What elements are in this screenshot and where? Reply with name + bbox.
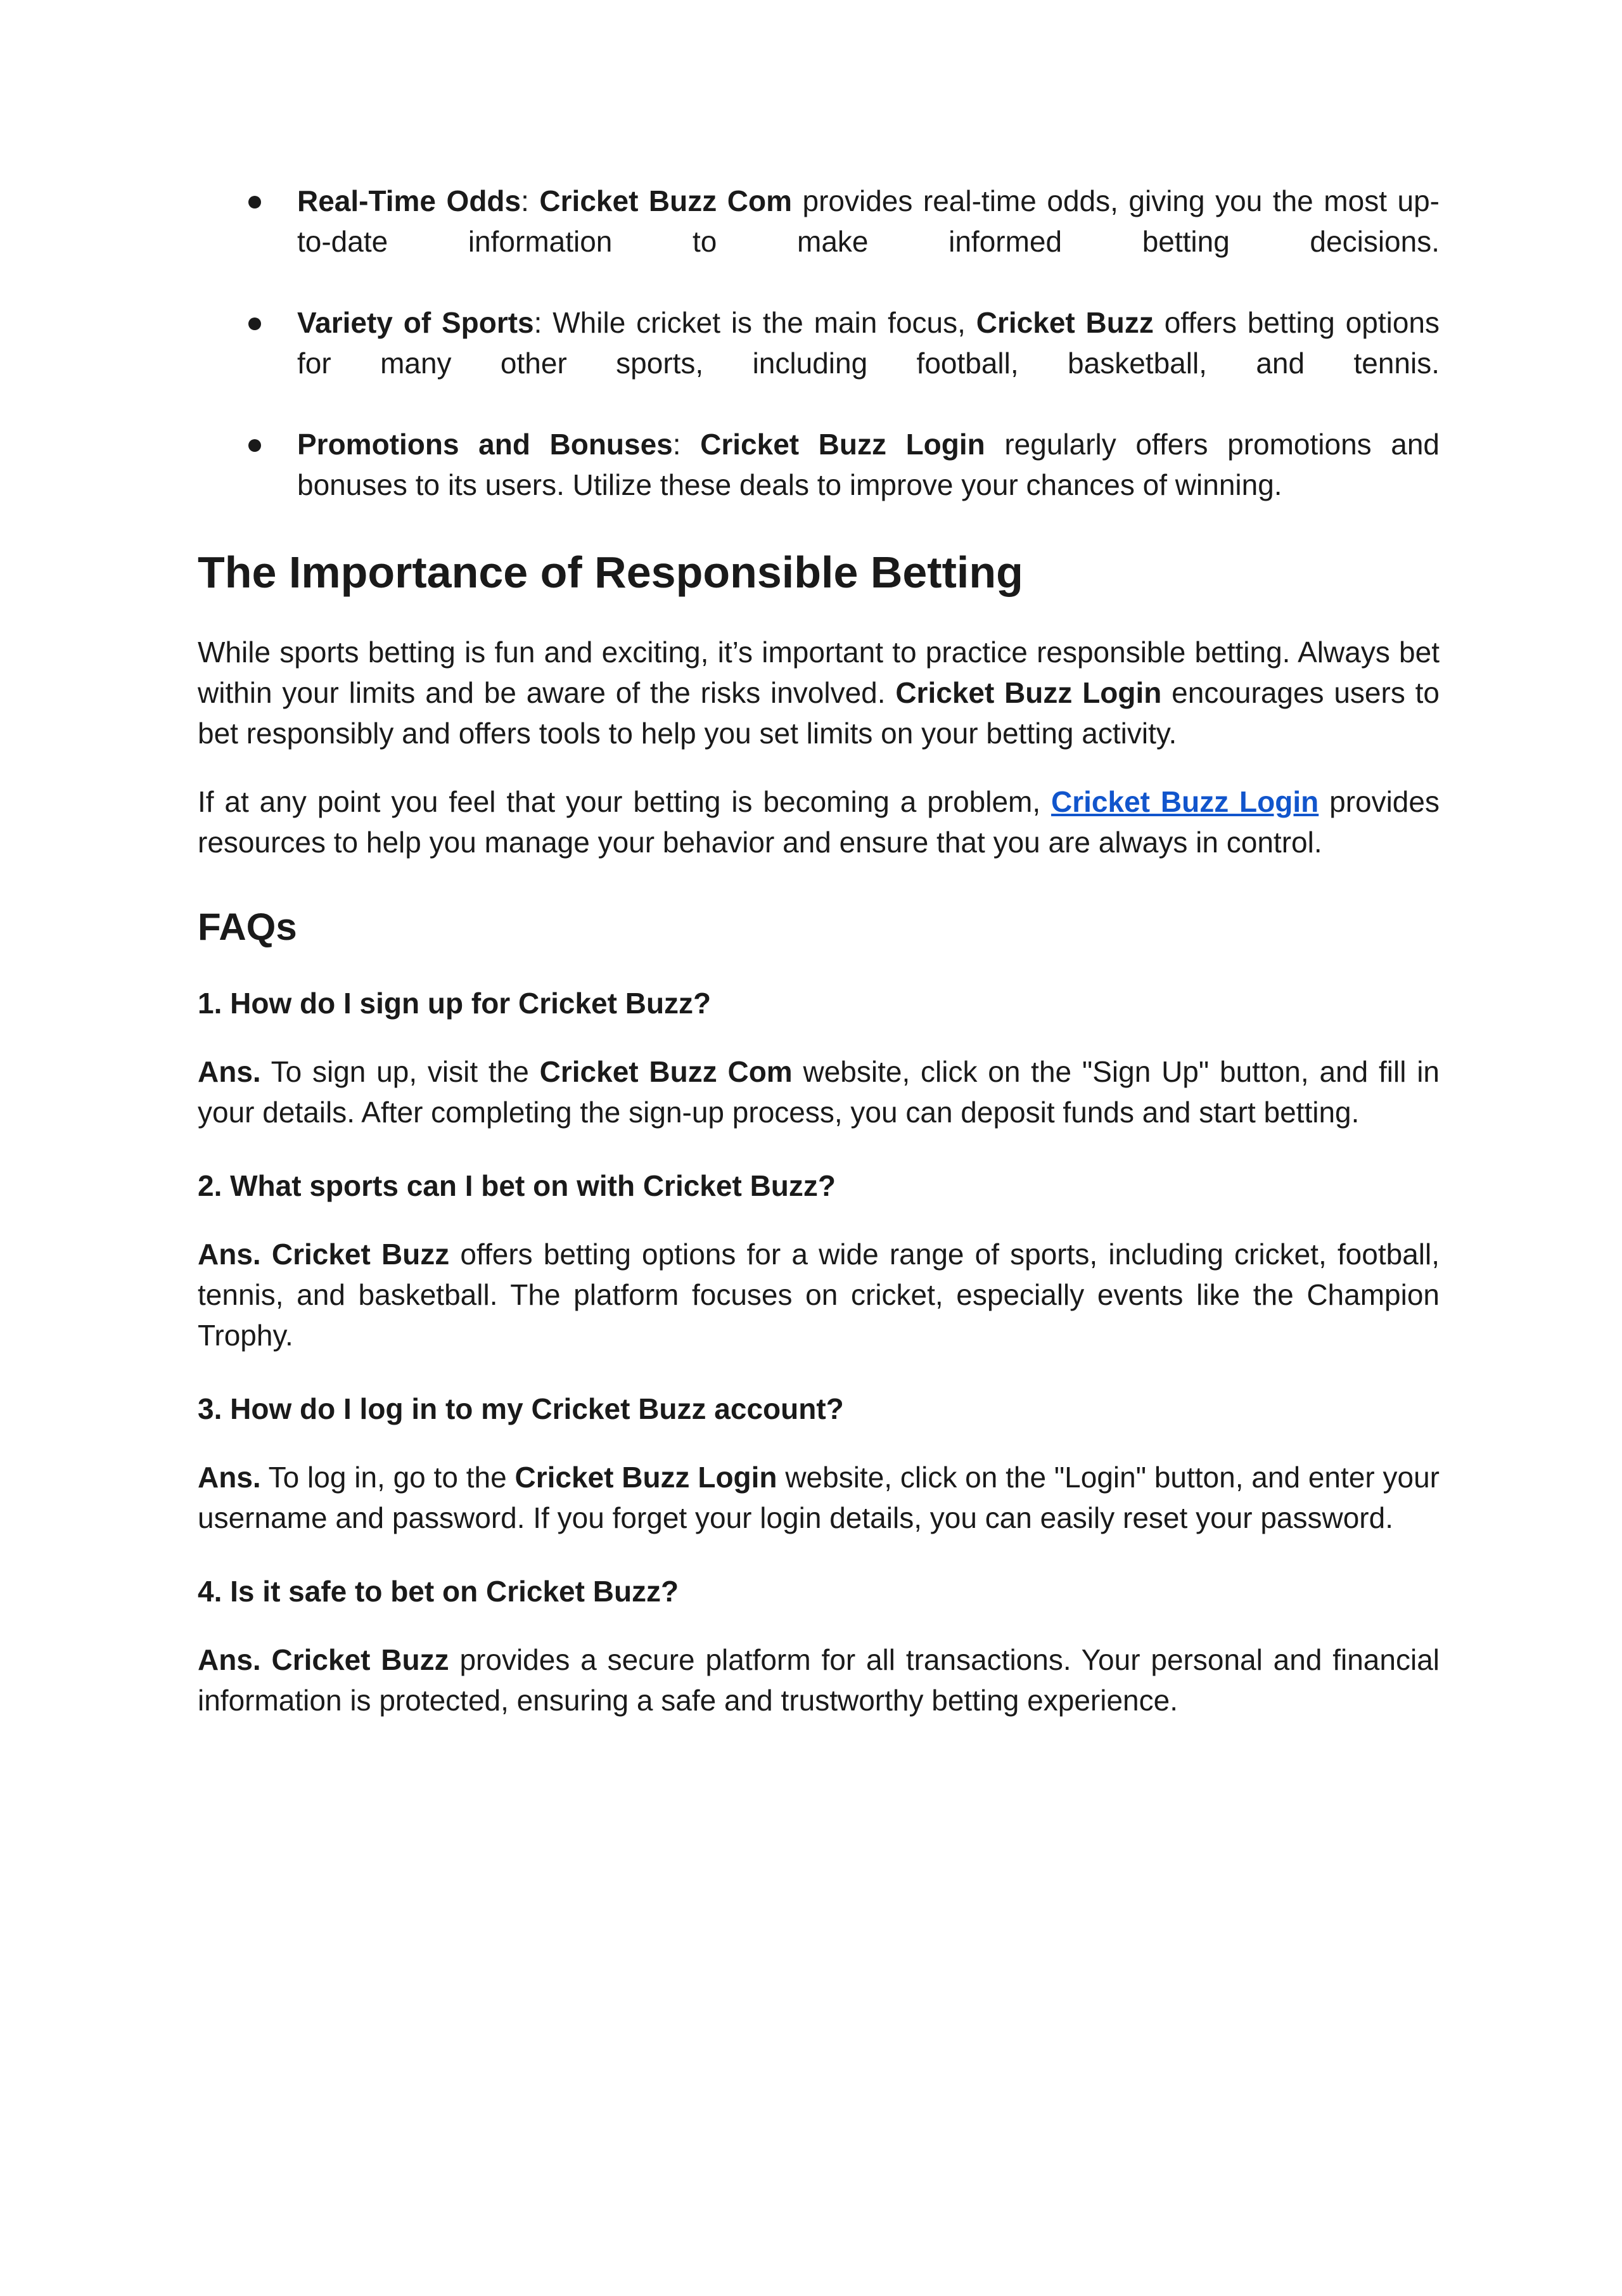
faq-question: 2. What sports can I bet on with Cricket Buzz? [198,1169,836,1202]
document-page [198,181,1440,1721]
answer-label: Ans. [198,1238,261,1271]
answer-brand: Cricket Buzz Login [514,1461,777,1494]
paragraph-text: If at any point you feel that your betting is becoming a problem, [198,785,1052,818]
faq-item [198,983,1440,1132]
bullet-label: Real-Time Odds [297,184,521,217]
answer-text: website, click on the "Sign Up" button, and fill in your details. After completing the sign-up process, you can deposit funds and start betting. [198,1055,1440,1129]
bullet-text: regularly offers promotions and bonuses to its users. Utilize these deals to improve your chances of winning. [297,428,1440,501]
answer-text [261,1643,272,1676]
faq-item [198,1571,1440,1721]
answer-brand: Cricket Buzz [271,1643,449,1676]
bullet-sep: : [672,428,701,461]
faq-answer [198,1051,1440,1132]
list-item [198,302,1440,383]
bullet-icon [248,196,261,208]
answer-brand: Cricket Buzz Com [539,1055,793,1088]
faq-title: FAQs [198,906,297,948]
paragraph-text: provides resources to help you manage your behavior and ensure that you are always in control. [198,785,1440,859]
faq-item [198,1389,1440,1538]
answer-label: Ans. [198,1461,261,1494]
answer-text: provides a secure platform for all transactions. Your personal and financial information is protected, ensuring a safe and trustworthy betting experience. [198,1643,1440,1717]
faq-answer [198,1457,1440,1538]
answer-label: Ans. [198,1055,261,1088]
bullet-icon [248,439,261,452]
list-item [198,181,1440,262]
list-item [198,424,1440,505]
answer-text: website, click on the "Login" button, and enter your username and password. If you forget your login details, you can easily reset your password. [198,1461,1440,1534]
bullet-text: offers betting options for many other sports, including football, basketball, and tennis. [297,306,1440,380]
cricket-buzz-login-link[interactable]: Cricket Buzz Login [1051,785,1319,818]
bullet-brand: Cricket Buzz Login [700,428,985,461]
feature-list [198,181,1440,505]
answer-text: To sign up, visit the [260,1055,540,1088]
faq-item [198,1165,1440,1356]
faq-question: 4. Is it safe to bet on Cricket Buzz? [198,1575,679,1608]
faq-question: 3. How do I log in to my Cricket Buzz account? [198,1392,844,1425]
answer-brand: Cricket Buzz [271,1238,450,1271]
paragraph-text: While sports betting is fun and exciting, it’s important to practice responsible betting. Always bet within your limits and be aware of the risks involved. [198,636,1440,709]
faq-answer [198,1234,1440,1356]
bullet-sep: : [521,184,540,217]
responsible-paragraph [198,632,1440,754]
bullet-label: Promotions and Bonuses [297,428,673,461]
answer-text: To log in, go to the [260,1461,515,1494]
paragraph-brand: Cricket Buzz Login [895,676,1162,709]
bullet-label: Variety of Sports [297,306,534,339]
bullet-icon [248,317,261,330]
section-title: The Importance of Responsible Betting [198,548,1023,597]
bullet-brand: Cricket Buzz [976,306,1154,339]
answer-text: offers betting options for a wide range of sports, including cricket, football, tennis, and basketball. The platform focuses on cricket, especially events like the Champion Trophy. [198,1238,1440,1352]
faq-question: 1. How do I sign up for Cricket Buzz? [198,987,712,1020]
bullet-text: provides real-time odds, giving you the most up-to-date information to make informed betting decisions. [297,184,1440,258]
bullet-sep: : While cricket is the main focus, [533,306,976,339]
paragraph-text: encourages users to bet responsibly and offers tools to help you set limits on your betting activity. [198,676,1440,750]
bullet-brand: Cricket Buzz Com [539,184,792,217]
responsible-paragraph [198,781,1440,863]
faq-answer [198,1639,1440,1721]
answer-text [261,1238,272,1271]
answer-label: Ans. [198,1643,261,1676]
